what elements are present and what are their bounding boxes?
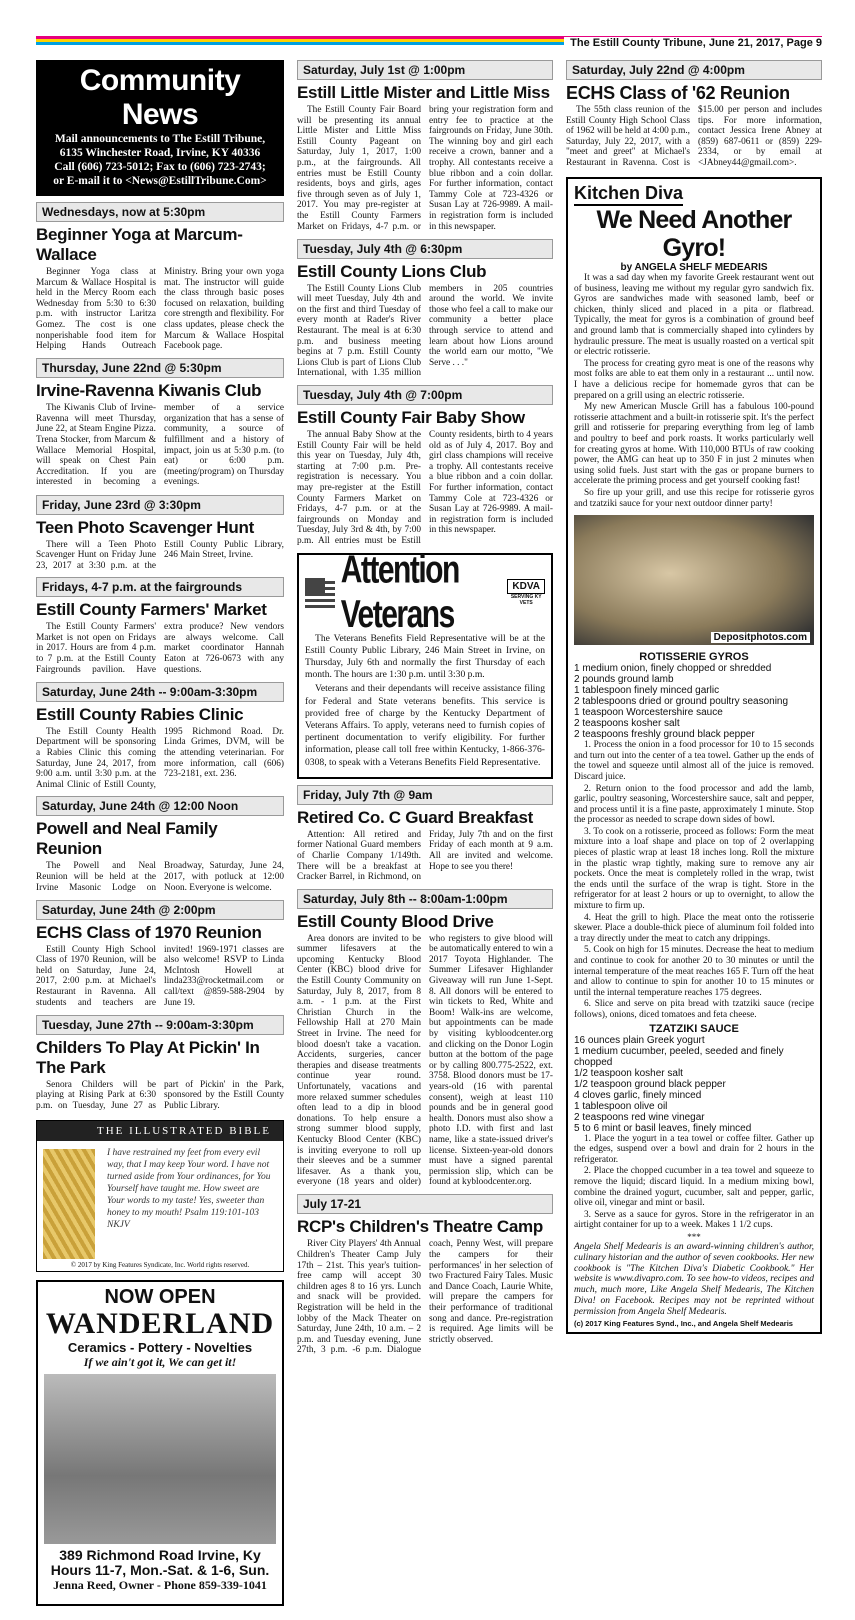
honeycomb-image bbox=[43, 1149, 95, 1259]
community-title: Community News bbox=[79, 64, 241, 131]
article-body bbox=[36, 861, 284, 893]
article-title: Irvine-Ravenna Kiwanis Club bbox=[36, 381, 262, 401]
date-bar: Tuesday, July 4th @ 6:30pm bbox=[297, 239, 553, 259]
article-title: Estill County Rabies Clinic bbox=[36, 704, 244, 724]
veterans-paragraph: Veterans and their dependants will receive assistance filing for Federal and State veterans benefits. This service is provided free of charge by the Kentucky Department of Veterans Affairs. To apply, veterans need to furnish copies of pertinent documentation to verify eligibility. For further information, please call toll free within Kentucky, 1-866-376-0308, to speak with a Veterans Benefits Field Representative. bbox=[305, 683, 545, 768]
paragraph: 5. Cook on high for 15 minutes. Decrease the heat to medium and continue to cook for another 20 to 30 minutes or until the internal temperature of the meat reaches 165 F. Turn off the heat and allow to continue to spin for another 10 to 15 minutes or until the internal temperature reaches 175 degrees. bbox=[574, 945, 814, 998]
article-body bbox=[297, 830, 553, 883]
article-text: The Estill County Farmers' Market is not open on Fridays in 2017. Hours are from 4 p.m. to 7 p.m. at the Estill County Fairgrounds pavilion. Have extra produce? New vendors are always welcome. Call market coordinator Hannah Eaton at 726-0673 with any questions. bbox=[36, 622, 284, 675]
article-text: Beginner Yoga class at Marcum & Wallace Hospital is held in the Mercy Room each Wednesday from 5:30 to 6:30 p.m. with instructor Laritza Gomez. The cost is one nonperishable food item for Helping Hands Outreach Ministry. Bring your own yoga mat. The instructor will guide the class through basic poses focused on relaxation, building core strength and flexibility. For class updates, please check the Marcum & Wallace Hospital Facebook page. bbox=[36, 267, 284, 352]
ingredient: 1 medium cucumber, peeled, seeded and finely chopped bbox=[574, 1045, 784, 1068]
column-3 bbox=[566, 60, 822, 1334]
article-body bbox=[566, 105, 822, 169]
ad-store-name: WANDERLAND bbox=[45, 1306, 275, 1340]
recipe-title: TZATZIKI SAUCE bbox=[649, 1022, 739, 1035]
masthead-line: Call (606) 723-5012; Fax to (606) 723-2743; bbox=[54, 161, 266, 173]
article-text: There will a Teen Photo Scavenger Hunt on Friday June 23, 2017 at 3:30 p.m. at the Estill County Public Library, 246 Main Street, Irvine. bbox=[36, 539, 284, 571]
ingredient: 5 to 6 mint or basil leaves, finely minced bbox=[574, 1122, 752, 1134]
ingredient: 1 tablespoon finely minced garlic bbox=[574, 685, 720, 697]
paragraph: It was a sad day when my favorite Greek restaurant went out of business, leaving me without my regular gyro sandwich fix. Gyros are sandwiches made with seasoned lamb, beef or chicken, thinly sliced and placed in a pita or flatbread. Typically, the meat for gyros is a combination of ground beef and ground lamb that is commercially shaped into cylinders by hydraulic pressure. The meat is usually roasted on a vertical spit or electric rotisserie. bbox=[574, 273, 814, 358]
separator-stars: *** bbox=[687, 1231, 701, 1242]
ingredient: 2 teaspoons kosher salt bbox=[574, 718, 680, 730]
bible-credit: © 2017 by King Features Syndicate, Inc. World rights reserved. bbox=[70, 1260, 250, 1269]
date-bar: Wednesdays, now at 5:30pm bbox=[36, 202, 284, 222]
article-title: RCP's Children's Theatre Camp bbox=[297, 1217, 543, 1237]
kdva-logo-sub: SERVING KY VETS bbox=[510, 594, 542, 606]
article-text: The Kiwanis Club of Irvine-Ravenna will meet Thursday, June 22, at Steam Engine Pizza. Trena Stocker, from Marcum & Wallace Memorial Hospital, will speak on Chest Pain Accreditation. If you are interested in becoming a member of a service organization that has a sense of community, a source of fulfillment and a history of impact, join us at 5:30 p.m. (to eat) or 6:00 p.m. (meeting/program) on Thursday evenings. bbox=[36, 403, 284, 488]
article-body bbox=[36, 540, 284, 572]
article-body bbox=[36, 267, 284, 352]
wanderland-ad bbox=[36, 1280, 284, 1606]
date-bar: Saturday, June 24th @ 12:00 Noon bbox=[36, 796, 284, 816]
masthead-line: 6135 Winchester Road, Irvine, KY 40336 bbox=[59, 147, 261, 159]
date-bar: Saturday, July 22nd @ 4:00pm bbox=[566, 60, 822, 80]
masthead-line: Mail announcements to The Estill Tribune, bbox=[54, 133, 266, 145]
article-text: The Estill County Lions Club will meet Tuesday, July 4th and on the first and third Tuesday of every month at Rader's River Restaurant. The meal is at 6:30 p.m. and business meeting begins at 7 p.m. Estill County Lions Club is part of Lions Club International, with 1.35 million members in 205 countries around the world. We invite those who feel a call to make our community a better place through service to attend and learn about how Lions around the world earn our motto, "We Serve . . ." bbox=[297, 283, 553, 379]
flag-icon bbox=[305, 578, 335, 608]
date-bar: Fridays, 4-7 p.m. at the fairgrounds bbox=[36, 577, 284, 597]
article-text: The Estill County Fair Board will be presenting its annual Little Mister and Little Miss Estill County Pageant on Saturday, July 1, 2017, 1:00 p.m., at the fairgrounds. All entries must be Estill County residents, boys and girls, ages five through seven as of July 1, 2017. You may pre-register at the Estill County Farmers Market on Fridays, 4-7 p.m. or bring your registration form and entry fee to practice at the fairgrounds on Friday, June 30th. The winning boy and girl each receive a crown, banner and a trophy. All contestants receive a blue ribbon and a coin dollar. For further information, contact Tammy Cole at 723-4326 or Susan Lay at 726-9989. A mail-in registration form is included in this newspaper. bbox=[297, 105, 553, 232]
bible-title: THE ILLUSTRATED BIBLE bbox=[37, 1121, 283, 1141]
article-body bbox=[36, 403, 284, 488]
article-body bbox=[36, 622, 284, 675]
date-bar: Saturday, June 24th -- 9:00am-3:30pm bbox=[36, 682, 284, 702]
recipe-steps bbox=[574, 740, 814, 1020]
illustrated-bible-ad bbox=[36, 1120, 284, 1272]
copyright: (c) 2017 King Features Synd., Inc., and Angela Shelf Medearis bbox=[574, 1319, 793, 1329]
ingredient: 2 teaspoons red wine vinegar bbox=[574, 1111, 705, 1123]
author-bio: Angela Shelf Medearis is an award-winning children's author, culinary historian and the author of seven cookbooks. Her new cookbook is "The Kitchen Diva's Diabetic Cookbook." Her website is www.divapro.com. To see how-to videos, recipes and much, much more, Like Angela Shelf Medearis, The Kitchen Diva! on Facebook. Recipes may not be reprinted without permission from Angela Shelf Medearis. bbox=[574, 1241, 814, 1317]
ad-subtitle: Ceramics - Pottery - Novelties bbox=[67, 1339, 253, 1355]
ingredient: 2 teaspoons freshly ground black pepper bbox=[574, 729, 755, 741]
article-text: Senora Childers will be playing at Rising Park at 6:30 p.m. on Tuesday, June 27 as part of Pickin' in the Park, sponsored by the Estill County Public Library. bbox=[36, 1079, 284, 1111]
byline: by ANGELA SHELF MEDEARIS bbox=[620, 262, 768, 274]
article-text: Area donors are invited to be summer lifesavers at the upcoming Kentucky Blood Center (KBC) blood drive for the Estill County Community on Saturday, July 8, 2017, from 8 a.m. - 1 p.m. at the First Christian Church in the Fellowship Hall at 270 Main Street in Irvine. The need for blood doesn't take a vacation. Accidents, surgeries, cancer therapies and disease treatments continue year round. Unfortunately, vacations and more relaxed summer schedules often lead to a dip in blood donations. To help ensure a strong summer blood supply, Kentucky Blood Center (KBC) is inviting everyone to roll up their sleeves and be a summer lifesaver. As a thank you, everyone (18 years and older) who registers to give blood will be automatically entered to win a 2017 Toyota Highlander. The Summer Lifesaver Highlander Giveaway will run June 1-Sept. 8. All donors will be entered to win tickets to Red, White and Boom! Walk-ins are welcome, but appointments can be made by visiting kybloodcenter.org and clicking on the Donor Login button at the bottom of the page or by calling 800.775-2522, ext. 3758. Blood donors must be 17-years-old (16 with parental consent), weigh at least 110 pounds and be in general good health. Donors must also show a photo I.D. with first and last name, like a state-issued driver's license. Sixteen-year-old donors must have a signed parental permission slip, which can be found at kybloodcenter.org. bbox=[297, 933, 553, 1188]
kitchen-diva-label: Kitchen Diva bbox=[574, 183, 683, 206]
paragraph: 3. To cook on a rotisserie, proceed as follows: Form the meat mixture into a loaf shape and place on top of 2 overlapping pieces of plastic wrap at least 18 inches long. Roll the mixture in the plastic wrap tightly, making sure to remove any air pockets. Once the meat is completely rolled in the wrap, twist the ends until the surface of the wrap is tight. Store in the refrigerator for at least 2 hours or up to overnight, to allow the mixture to firm up. bbox=[574, 826, 814, 912]
date-bar: Tuesday, June 27th -- 9:00am-3:30pm bbox=[36, 1015, 284, 1035]
article-body bbox=[297, 1239, 553, 1356]
ingredient: 1/2 teaspoon ground black pepper bbox=[574, 1078, 726, 1090]
intro-text bbox=[574, 273, 814, 509]
article-body bbox=[297, 284, 553, 379]
paragraph: 6. Slice and serve on pita bread with tzatziki sauce (recipe follows), onions, diced tomatoes and feta cheese. bbox=[574, 999, 814, 1020]
article-text: The 55th class reunion of the Estill County High School Class of 1962 will be held at 4:00 p.m., Saturday, July 22, 2017, with a "meet and greet" at Michael's Restaurant in Ravenna. Cost is $15.00 per person and includes tips. For more information, contact Jessica Irene Abney at (859) 687-0611 or (859) 229-2334, or by email at <JAbney44@gmail.com>. bbox=[566, 105, 822, 168]
paragraph: 2. Return onion to the food processor and add the lamb, garlic, poultry seasoning, Worcestershire sauce, salt and pepper, and process until it is a fine paste, approximately 1 minute. Stop the processor as needed to scrape down sides of bowl. bbox=[574, 783, 814, 826]
ingredient: 16 ounces plain Greek yogurt bbox=[574, 1034, 705, 1046]
article-title: Estill County Fair Baby Show bbox=[297, 407, 525, 427]
date-bar: Friday, June 23rd @ 3:30pm bbox=[36, 495, 284, 515]
date-bar: Friday, July 7th @ 9am bbox=[297, 785, 553, 805]
paragraph: My new American Muscle Grill has a fabulous 100-pound rotisserie attachment and a built-in rotisserie spit. It's the perfect grill and rotisserie for preparing everything from leg of lamb and poultry to beef and pork roasts. It works particularly well for creating gyros at home. With 110,000 BTUs of raw cooking power, the AMG can heat up to 350 F in just 2 minutes when using solid fuels. Just start with the gas or propane burners to accelerate the priming process and get yourself cooking fast! bbox=[574, 402, 814, 487]
recipe-title: ROTISSERIE GYROS bbox=[639, 651, 749, 664]
ingredient: 1/2 teaspoon kosher salt bbox=[574, 1067, 683, 1079]
community-news-masthead bbox=[36, 60, 284, 196]
column-2 bbox=[297, 60, 553, 1356]
paragraph: The process for creating gyro meat is one of the reasons why most folks are able to eat them only in a restaurant ... until now. I have a delicious recipe for homemade gyros that can be prepared on a grill using an electric rotisserie. bbox=[574, 358, 814, 401]
article-text: The annual Baby Show at the Estill County Fair will be held this year on Tuesday, July 4th, starting at 7:00 p.m. Pre-registration is necessary. You may pre-register at the Estill County Farmers Market on Fridays, 4-7 p.m. or at the fairgrounds on Monday and Tuesday, July 3rd & 4th, by 7:00 p.m. All entries must be Estill County residents, birth to 4 years old as of July 4, 2017. Boy and girl class champions will receive a trophy. All contestants receive a blue ribbon and a coin dollar. For further information, contact Tammy Cole at 723-4326 or Susan Lay at 726-9989. A mail-in registration form is included in this newspaper. bbox=[297, 429, 553, 546]
kdva-logo-text: KDVA bbox=[507, 579, 545, 594]
paragraph: 4. Heat the grill to high. Place the meat onto the rotisserie skewer. Place a double-thick piece of aluminum foil folded into a tray directly under the meat to catch any drippings. bbox=[574, 912, 814, 944]
ingredient: 1 teaspoon Worcestershire sauce bbox=[574, 707, 723, 719]
page-header: The Estill County Tribune, June 21, 2017, Page 9 bbox=[564, 37, 822, 50]
article-text: The Powell and Neal Reunion will be held at the Irvine Masonic Lodge on Broadway, Saturday, June 24, 2017, with potluck at 12:00 Noon. Everyone is welcome. bbox=[36, 861, 284, 893]
ingredient: 4 cloves garlic, finely minced bbox=[574, 1089, 702, 1101]
veterans-paragraph: The Veterans Benefits Field Representative will be at the Estill County Public Library, 246 Main Street in Irvine, on Thursday, July 6th and normally the first Thursday of each month. The hours are 1:30 p.m. until 3:30 p.m. bbox=[305, 632, 545, 681]
ad-owner: Jenna Reed, Owner - Phone 859-339-1041 bbox=[53, 1577, 267, 1592]
article-body bbox=[297, 430, 553, 547]
article-body bbox=[36, 945, 284, 1009]
masthead-line: or E-mail it to <News@EstillTribune.Com> bbox=[53, 175, 267, 187]
date-bar: Saturday, July 1st @ 1:00pm bbox=[297, 60, 553, 80]
article-body bbox=[36, 727, 284, 791]
photo-credit: Depositphotos.com bbox=[711, 632, 810, 643]
article-text: Estill County High School Class of 1970 Reunion, will be held on Saturday, June 24, 2017, 2:00 p.m. at Michael's Restaurant in Ravenna. All students and teachers are invited! 1969-1971 classes are also welcome! RSVP to Linda McIntosh Howell at linda233@rocketmail.com or call/text @859-588-2904 by June 19. bbox=[36, 944, 284, 1008]
attention-veterans-box bbox=[297, 548, 553, 779]
ingredient: 1 tablespoon olive oil bbox=[574, 1100, 668, 1112]
paragraph: 1. Process the onion in a food processor for 10 to 15 seconds and turn out into the center of a tea towel. Gather up the ends of the towel and squeeze until almost all of the juice is removed. Discard juice. bbox=[574, 740, 814, 782]
date-bar: Saturday, July 8th -- 8:00am-1:00pm bbox=[297, 889, 553, 909]
article-title: Estill County Farmers' Market bbox=[36, 600, 267, 620]
kdva-logo bbox=[507, 579, 545, 606]
paragraph: 1. Place the yogurt in a tea towel or coffee filter. Gather up the edges, suspend over a bowl and drain for 2 hours in the refrigerator. bbox=[574, 1133, 814, 1165]
article-title: Teen Photo Scavenger Hunt bbox=[36, 517, 254, 537]
article-title: ECHS Class of '62 Reunion bbox=[566, 83, 790, 103]
paragraph: So fire up your grill, and use this recipe for rotisserie gyros and tzatziki sauce for your next outdoor dinner party! bbox=[574, 487, 814, 509]
ingredient-list bbox=[574, 663, 814, 740]
article-title: Retired Co. C Guard Breakfast bbox=[297, 807, 533, 827]
store-photo bbox=[44, 1374, 276, 1544]
article-title: ECHS Class of 1970 Reunion bbox=[36, 922, 262, 942]
ad-now-open: NOW OPEN bbox=[104, 1285, 216, 1308]
paragraph: 3. Serve as a sauce for gyros. Store in the refrigerator in an airtight container for up to a week. Makes 1 1/2 cups. bbox=[574, 1209, 814, 1231]
article-title: Estill County Lions Club bbox=[297, 261, 487, 281]
ingredient-list bbox=[574, 1035, 814, 1134]
recipe-steps bbox=[574, 1134, 814, 1231]
article-title: Beginner Yoga at Marcum-Wallace bbox=[36, 225, 243, 264]
article-body bbox=[36, 1080, 284, 1112]
ingredient: 2 pounds ground lamb bbox=[574, 674, 674, 686]
ingredient: 1 medium onion, finely chopped or shredded bbox=[574, 663, 772, 675]
column-1 bbox=[36, 60, 284, 1606]
ingredient: 2 tablespoons dried or ground poultry seasoning bbox=[574, 696, 789, 708]
article-body bbox=[297, 105, 553, 233]
ad-hours: Hours 11-7, Mon.-Sat. & 1-6, Sun. bbox=[50, 1561, 270, 1578]
article-title: Estill County Blood Drive bbox=[297, 911, 494, 931]
article-body bbox=[297, 934, 553, 1189]
date-bar: Tuesday, July 4th @ 7:00pm bbox=[297, 385, 553, 405]
bible-verse: I have restrained my feet from every evil way, that I may keep Your word. I have not turned aside from Your ordinances, for You Yourself have taught me. How sweet are Your words to my taste! Yes, sweeter than honey to my mouth! Psalm 119:101-103 NKJV bbox=[107, 1147, 271, 1230]
kitchen-diva-column bbox=[566, 177, 822, 1334]
date-bar: Thursday, June 22nd @ 5:30pm bbox=[36, 358, 284, 378]
kitchen-diva-headline: We Need Another Gyro! bbox=[596, 206, 792, 263]
gyro-photo bbox=[574, 515, 814, 645]
paragraph: 2. Place the chopped cucumber in a tea towel and squeeze to remove the liquid; discard liquid. In a medium mixing bowl, combine the drained yogurt, cucumber, salt and pepper, garlic, olive oil, vinegar and mint or basil. bbox=[574, 1166, 814, 1209]
article-title: Estill Little Mister and Little Miss bbox=[297, 83, 550, 102]
veterans-title: Attention Veterans bbox=[340, 548, 459, 636]
ad-address: 389 Richmond Road Irvine, Ky bbox=[59, 1546, 261, 1563]
article-text: The Estill County Health Department will be sponsoring a Rabies Clinic this coming Saturday, June 24, 2017, from 9:00 a.m. until 3:30 p.m. at the Animal Clinic of Estill County, 1995 Richmond Road. Dr. Linda Grimes, DVM, will be the attending veterinarian. For more information, call (606) 723-2181, ext. 236. bbox=[36, 726, 284, 790]
article-text: River City Players' 4th Annual Children's Theater Camp July 17th – 21st. This year's tuition-free camp will accept 30 children ages 8 to 16 yrs. Lunch and snack will be provided. Registration will be held in the lobby of the Mack Theater on Saturday, June 24th, 10 a.m. – 2 p.m. and Tuesday evening, June 27th, 3 p.m. -6 p.m. Dialogue coach, Penny West, will prepare the campers for their performances' in her selection of two Fractured Fairy Tales. Music and Dance Coach, Laurie White, will prepare the campers for their performance of traditional song and dance. Pre-registration is required. Age limits will be strictly observed. bbox=[297, 1239, 553, 1356]
article-title: Powell and Neal Family Reunion bbox=[36, 819, 218, 859]
article-text: Attention: All retired and former National Guard members of Charlie Company 1/149th. There will be a breakfast at Cracker Barrel, in Richmond, on Friday, July 7th and on the first Friday of each month at 9 a.m. All are invited and welcome. Hope to see you there! bbox=[297, 829, 553, 883]
article-title: Childers To Play At Pickin' In The Park bbox=[36, 1037, 260, 1077]
ad-tagline: If we ain't got it, We can get it! bbox=[83, 1354, 237, 1369]
date-bar: Saturday, June 24th @ 2:00pm bbox=[36, 900, 284, 920]
date-bar: July 17-21 bbox=[297, 1194, 553, 1214]
